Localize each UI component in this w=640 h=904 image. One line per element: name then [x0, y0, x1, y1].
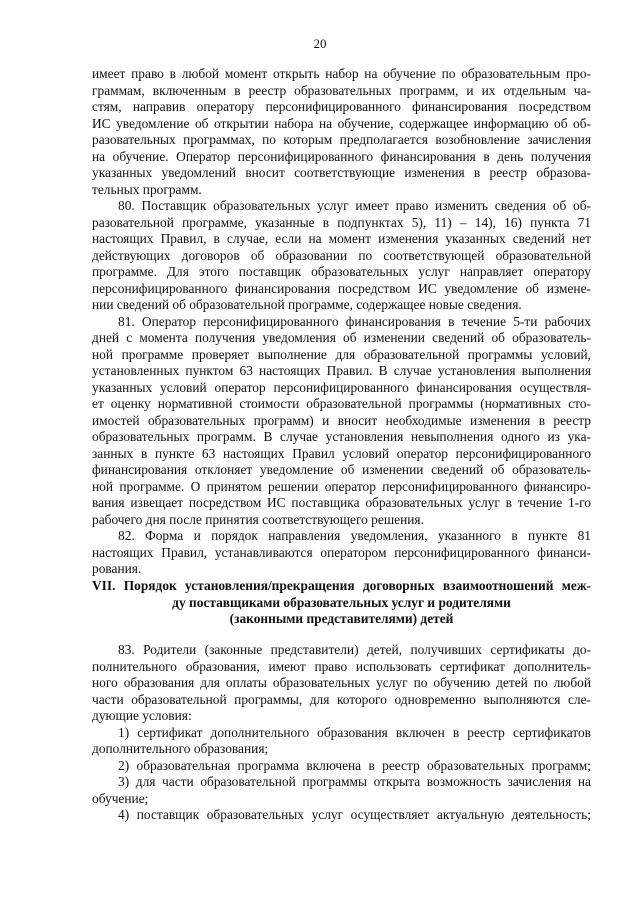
text-line: тельных программ. [92, 181, 202, 197]
text-line: действующих договоров об образовании по соответствующей образовательной [92, 247, 591, 263]
paragraph-83 [92, 642, 591, 725]
text-line: ной программе. О принятом решении оператор персонифицированного финансиро- [92, 478, 591, 494]
text-line: 83. Родители (законные представители) детей, получивших сертификаты до- [118, 642, 591, 657]
text-line: ет оценку нормативной стоимости образовательной программы (нормативных сто- [92, 396, 591, 411]
condition-2 [92, 758, 591, 775]
text-line: указанных уведомлений вносит соответствующие изменения в реестр образова- [92, 165, 591, 180]
text-line: персонифицированного финансирования посредством ИС уведомление об измене- [92, 280, 591, 296]
heading-line: (законными представителями) детей [229, 611, 454, 626]
heading-line: VII. Порядок установления/прекращения договорных взаимоотношений меж- [92, 578, 591, 593]
text-line: 82. Форма и порядок направления уведомления, указанного в пункте 81 [118, 528, 591, 543]
body-text-top [92, 66, 591, 578]
text-line: стям, направив оператору персонифицированного финансирования посредством [92, 99, 591, 114]
paragraph-81 [92, 314, 591, 529]
text-line: 1) сертификат дополнительного образования включен в реестр сертификатов [118, 724, 591, 740]
condition-3 [92, 774, 591, 807]
text-line: рования. [92, 561, 142, 576]
text-line: вания извещает посредством ИС поставщика образовательных услуг в течение 1-го [92, 495, 591, 510]
section-heading [92, 578, 591, 628]
text-line: дующие условия: [92, 708, 192, 723]
text-line: ного образования для оплаты образовательных услуг по обучению детей по любой [92, 675, 591, 690]
text-line: ной программе проверяет выполнение для образовательной программы условий, [92, 346, 591, 362]
text-line: занных в пункте 63 настоящих Правил условий оператор персонифицированного [92, 445, 591, 461]
text-line: программе. Для этого поставщик образовательных услуг направляет оператору [92, 264, 591, 279]
text-line: 3) для части образовательной программы открыта возможность зачисления на [118, 774, 591, 789]
text-line: 2) образовательная программа включена в реестр образовательных программ; [118, 757, 591, 773]
text-line: указанных условий оператор персонифицированного финансирования осуществля- [92, 379, 591, 395]
text-line: имеет право в любой момент открыть набор на обучение по образовательным про- [92, 66, 591, 81]
text-line: дней с момента получения уведомления об изменении сведений об образователь- [92, 330, 591, 345]
heading-line: ду поставщиками образовательных услуг и родителями [172, 594, 511, 610]
text-line: 4) поставщик образовательных услуг осуществляет актуальную деятельность; [118, 807, 591, 822]
text-line: дополнительного образования; [92, 741, 269, 756]
body-text-bottom [92, 642, 591, 824]
text-line: разовательных программах, по которым предполагается возобновление зачисления [92, 132, 591, 147]
text-line: части образовательной программы, для которого одновременно выполняются сле- [92, 691, 591, 707]
text-line: граммам, включенным в реестр образовательных программ, и их отдельным ча- [92, 82, 591, 98]
text-line: установленных пунктом 63 настоящих Правил. В случае установления выполнения [92, 363, 591, 378]
text-line: настоящих Правил, устанавливаются оператором персонифицированного финанси- [92, 544, 591, 560]
paragraph-82 [92, 528, 591, 578]
text-line: рабочего дня после принятия соответствующего решения. [92, 511, 424, 527]
text-line: полнительного образования, имеют право использовать сертификат дополнитель- [92, 658, 591, 674]
text-line: имостей образовательных программ) и вносит необходимые изменения в реестр [92, 412, 591, 428]
condition-4 [92, 807, 591, 824]
page-number: 20 [313, 36, 327, 51]
paragraph-80 [92, 198, 591, 314]
text-line: обучение; [92, 790, 149, 806]
text-line: 81. Оператор персонифицированного финансирования в течение 5-ти рабочих [118, 313, 591, 329]
paragraph-intro [92, 66, 591, 198]
text-line: настоящих Правил, в случае, если на момент изменения указанных сведений нет [92, 231, 591, 246]
text-line: 80. Поставщик образовательных услуг имеет право изменить сведения об об- [118, 198, 591, 213]
text-line: разовательной программе, указанные в подпунктах 5), 11) – 14), 16) пункта 71 [92, 214, 591, 230]
text-line: финансирования отклоняет уведомление об изменении сведений об образователь- [92, 462, 591, 477]
text-line: нии сведений об образовательной программе, содержащее новые сведения. [92, 297, 522, 312]
text-line: на обучение. Оператор персонифицированного финансирования в день получения [92, 148, 591, 164]
text-line: ИС уведомление об открытии набора на обучение, содержащее информацию об об- [92, 115, 591, 131]
text-line: образовательных программ. В случае установления невыполнения одного из ука- [92, 429, 591, 444]
condition-1 [92, 725, 591, 758]
